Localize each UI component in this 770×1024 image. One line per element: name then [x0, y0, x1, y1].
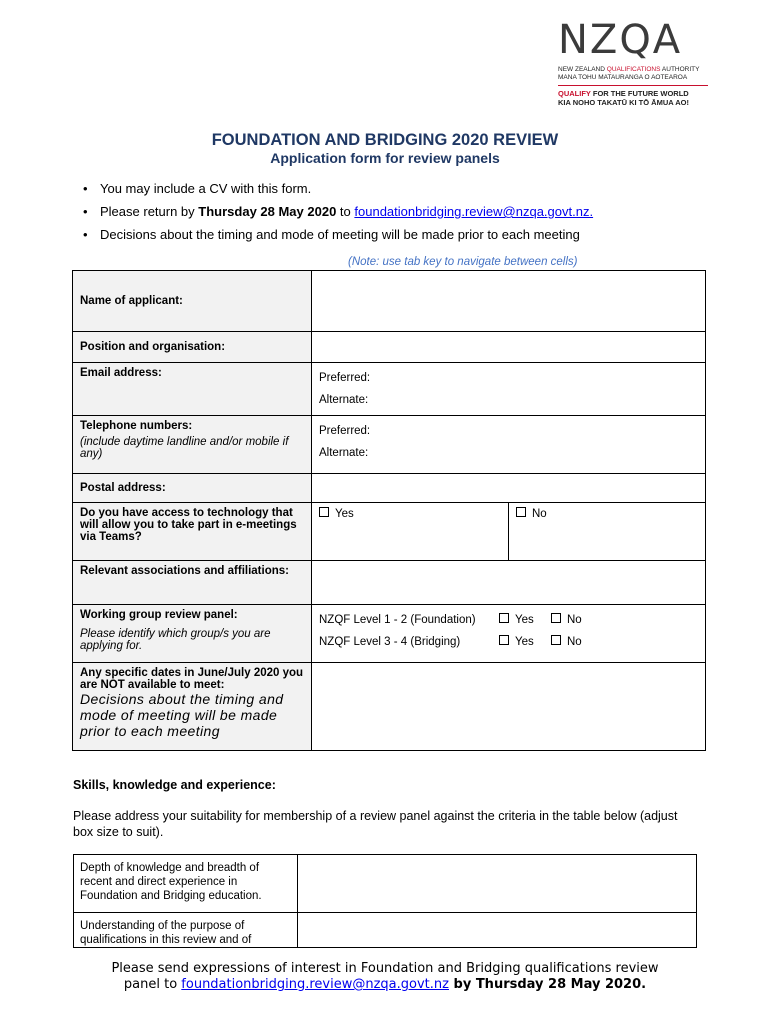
name-label: Name of applicant:	[73, 271, 312, 332]
application-form-table	[72, 270, 706, 751]
logo-line-3: QUALIFY FOR THE FUTURE WORLD	[558, 89, 689, 98]
logo-line-2: MANA TOHU MATAURANGA O AOTEAROA	[558, 74, 688, 81]
logo-line-1: NEW ZEALAND QUALIFICATIONS AUTHORITY	[558, 66, 700, 73]
dates-label: Any specific dates in June/July 2020 you are NOT available to meet: Decisions about the timing and mode of meeting will be made prior to each meeting	[73, 663, 312, 751]
email-preferred: Preferred:	[319, 372, 371, 384]
telephone-input[interactable]	[312, 416, 706, 474]
dates-note: Decisions about the timing and mode of meeting will be made prior to each meeting	[80, 691, 284, 739]
page-title: FOUNDATION AND BRIDGING 2020 REVIEW	[211, 131, 559, 149]
panel-foundation-row: NZQF Level 1 - 2 (Foundation) Yes No	[319, 614, 582, 626]
skills-intro: Please address your suitability for membership of a review panel against the criteria in the table below (adjust box size to suit).	[73, 809, 678, 839]
instructions-list	[80, 180, 720, 249]
skills-heading: Skills, knowledge and experience:	[73, 778, 276, 792]
name-input[interactable]	[312, 271, 706, 332]
tab-note: (Note: use tab key to navigate between cells)	[348, 256, 578, 268]
checkbox-icon[interactable]	[499, 635, 509, 645]
email-label: Email address:	[73, 363, 312, 416]
logo-divider	[558, 85, 708, 86]
associations-input[interactable]	[312, 561, 706, 605]
logo-line-4: KIA NOHO TAKATŪ KI TŌ ĀMUA AO!	[558, 98, 689, 107]
email-input[interactable]	[312, 363, 706, 416]
working-group-label: Working group review panel: Please identify which group/s you are applying for.	[73, 605, 312, 663]
criterion-2-label: Understanding of the purpose of qualifications in this review and of	[74, 913, 298, 948]
panel-bridging-row: NZQF Level 3 - 4 (Bridging) Yes No	[319, 636, 582, 648]
position-input[interactable]	[312, 332, 706, 363]
criterion-1-label: Depth of knowledge and breadth of recent and direct experience in Foundation and Bridging education.	[74, 855, 298, 913]
telephone-preferred: Preferred:	[319, 425, 371, 437]
associations-label: Relevant associations and affiliations:	[73, 561, 312, 605]
checkbox-icon[interactable]	[551, 635, 561, 645]
footer-line-1: Please send expressions of interest in Foundation and Bridging qualifications review	[111, 961, 659, 976]
checkbox-icon[interactable]	[319, 507, 329, 517]
working-group-hint: Please identify which group/s you are applying for.	[80, 628, 271, 652]
postal-label: Postal address:	[73, 474, 312, 503]
checkbox-icon[interactable]	[551, 613, 561, 623]
email-link[interactable]: foundationbridging.review@nzqa.govt.nz.	[354, 204, 594, 219]
page-subtitle: Application form for review panels	[270, 150, 500, 166]
technology-yes-cell[interactable]: Yes	[312, 503, 509, 561]
postal-input[interactable]	[312, 474, 706, 503]
technology-no-cell[interactable]: No	[509, 503, 706, 561]
logo-wordmark: NZQA	[558, 17, 683, 63]
telephone-label: Telephone numbers: (include daytime landline and/or mobile if any)	[73, 416, 312, 474]
footer-note	[0, 961, 770, 993]
telephone-alternate: Alternate:	[319, 447, 369, 459]
position-label: Position and organisation:	[73, 332, 312, 363]
dates-input[interactable]	[312, 663, 706, 751]
bullet-cv: • You may include a CV with this form.	[80, 180, 720, 203]
nzqa-logo	[556, 14, 716, 108]
criterion-1-input[interactable]	[298, 855, 697, 913]
telephone-hint: (include daytime landline and/or mobile if any)	[80, 436, 289, 460]
footer-line-2: panel to foundationbridging.review@nzqa.govt.nz by Thursday 28 May 2020.	[123, 977, 647, 992]
skills-table	[73, 854, 697, 948]
bullet-return: • Please return by Thursday 28 May 2020 to foundationbridging.review@nzqa.govt.nz.	[80, 203, 720, 226]
bullet-decisions: • Decisions about the timing and mode of meeting will be made prior to each meeting	[80, 226, 720, 249]
email-alternate: Alternate:	[319, 394, 369, 406]
checkbox-icon[interactable]	[499, 613, 509, 623]
checkbox-icon[interactable]	[516, 507, 526, 517]
working-group-options	[312, 605, 706, 663]
technology-label: Do you have access to technology that will allow you to take part in e-meetings via Teams?	[73, 503, 312, 561]
footer-email-link[interactable]: foundationbridging.review@nzqa.govt.nz	[181, 977, 449, 992]
criterion-2-input[interactable]	[298, 913, 697, 948]
